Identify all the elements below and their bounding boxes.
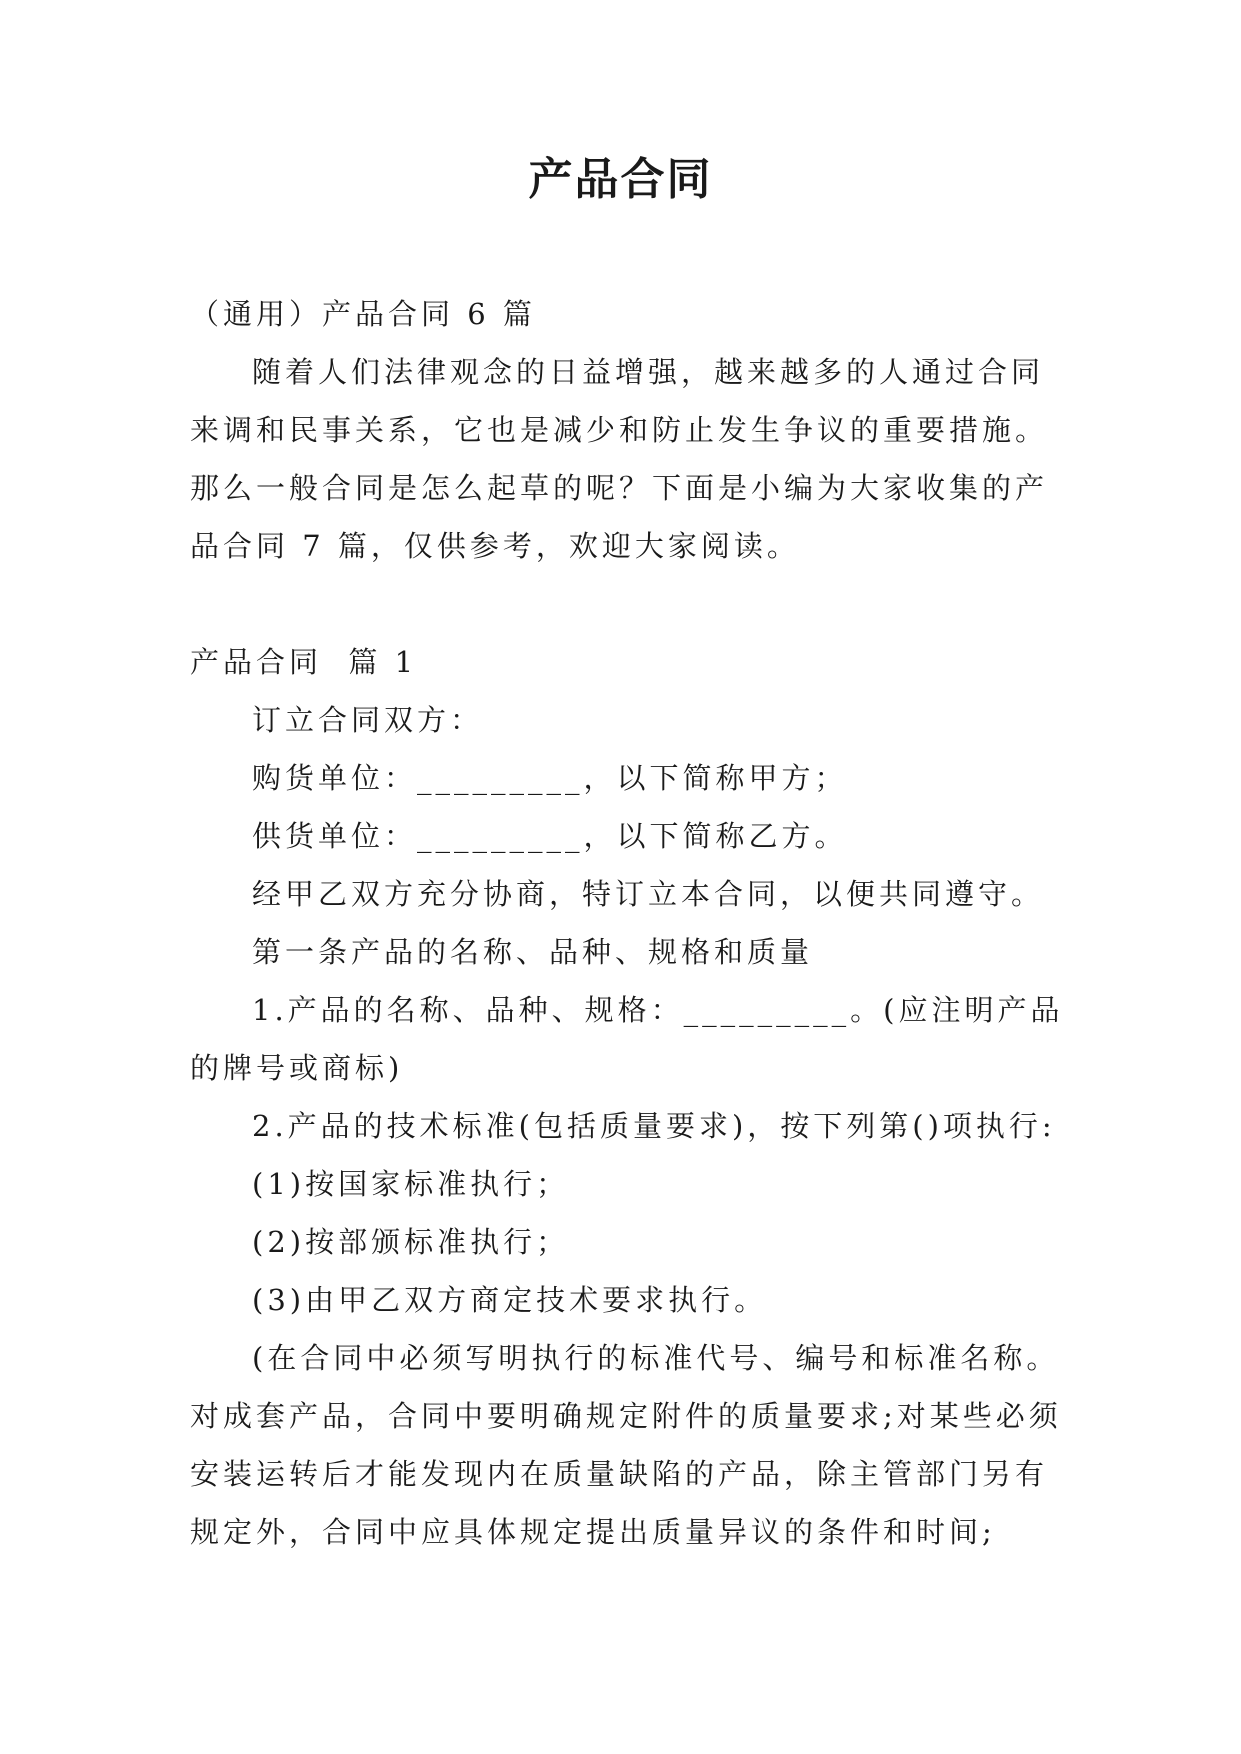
article-one-heading: 第一条产品的名称、品种、规格和质量 <box>252 935 814 969</box>
clause-1: 1.产品的名称、品种、规格：_________。(应注明产品的牌号或商标) <box>190 993 1064 1085</box>
clause-2-option-2: (2)按部颁标准执行； <box>252 1225 570 1259</box>
section-heading: 产品合同 篇 1 <box>190 645 418 679</box>
clause-note: (在合同中必须写明执行的标准代号、编号和标准名称。对成套产品，合同中要明确规定附件的质量要求;对某些必须安装运转后才能发现内在质量缺陷的产品，除主管部门另有规定外，合同中应具体规定提出质量异议的条件和时间; <box>190 1341 1062 1549</box>
document-title: 产品合同 <box>528 154 713 205</box>
paragraph-buyer: 购货单位：_________，以下简称甲方； <box>252 761 848 795</box>
paragraph-supplier: 供货单位：_________，以下简称乙方。 <box>252 819 848 853</box>
paragraph-parties: 订立合同双方： <box>252 703 484 737</box>
paragraph-agreement: 经甲乙双方充分协商，特订立本合同，以便共同遵守。 <box>252 877 1045 911</box>
section-spacer <box>190 575 1070 633</box>
intro-paragraph: 随着人们法律观念的日益增强，越来越多的人通过合同来调和民事关系，它也是减少和防止发生争议的重要措施。那么一般合同是怎么起草的呢？下面是小编为大家收集的产品合同 7 篇，仅供参考，欢迎大家阅读。 <box>190 355 1049 563</box>
clause-2-option-3: (3)由甲乙双方商定技术要求执行。 <box>252 1283 768 1317</box>
clause-2: 2.产品的技术标准(包括质量要求)，按下列第()项执行: <box>252 1109 1056 1143</box>
clause-2-option-1: (1)按国家标准执行； <box>252 1167 570 1201</box>
document-body <box>190 285 1070 1561</box>
document-subtitle: （通用）产品合同 6 篇 <box>190 297 536 331</box>
